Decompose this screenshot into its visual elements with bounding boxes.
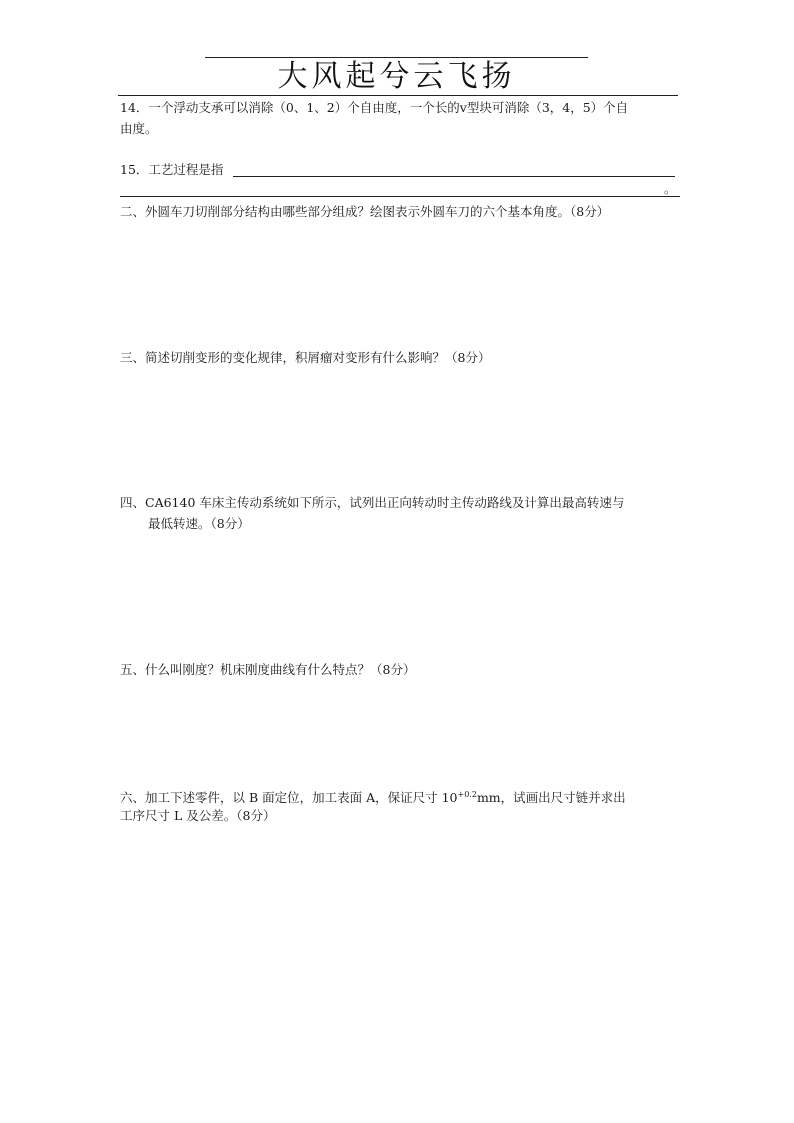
question-15-period: 。 (664, 181, 677, 196)
question-15-label: 15．工艺过程是指 (120, 162, 224, 177)
question-14-line-1: 14．一个浮动支承可以消除（0、1、2）个自由度，一个长的v型块可消除（3，4，5）个自 (120, 100, 629, 115)
section-6-tolerance: +0.2 (457, 790, 477, 799)
question-14-line-2: 由度。 (120, 121, 158, 136)
section-2-question: 二、外圆车刀切削部分结构由哪些部分组成？绘图表示外圆车刀的六个基本角度。（8分） (120, 204, 610, 219)
question-15-blank-line-1 (233, 176, 675, 177)
header-title: 大风起兮云飞扬 (277, 59, 516, 94)
section-6-prefix: 六、加工下述零件，以 B 面定位，加工表面 A，保证尺寸 10 (120, 790, 458, 805)
question-15-blank-line-2 (120, 196, 680, 197)
section-6-question-line-2: 工序尺寸 L 及公差。（8分） (120, 808, 276, 823)
section-4-question-line-1: 四、CA6140 车床主传动系统如下所示，试列出正向转动时主传动路线及计算出最高转速与 (120, 495, 625, 510)
section-3-question: 三、简述切削变形的变化规律，积屑瘤对变形有什么影响？（8分） (120, 350, 491, 365)
section-5-question: 五、什么叫刚度？机床刚度曲线有什么特点？（8分） (120, 662, 416, 677)
section-6-question-line-1 (120, 785, 626, 808)
header-line-bottom (118, 95, 678, 96)
section-6-suffix: mm，试画出尺寸链并求出 (476, 790, 626, 805)
section-4-question-line-2: 最低转速。（8分） (148, 516, 250, 531)
